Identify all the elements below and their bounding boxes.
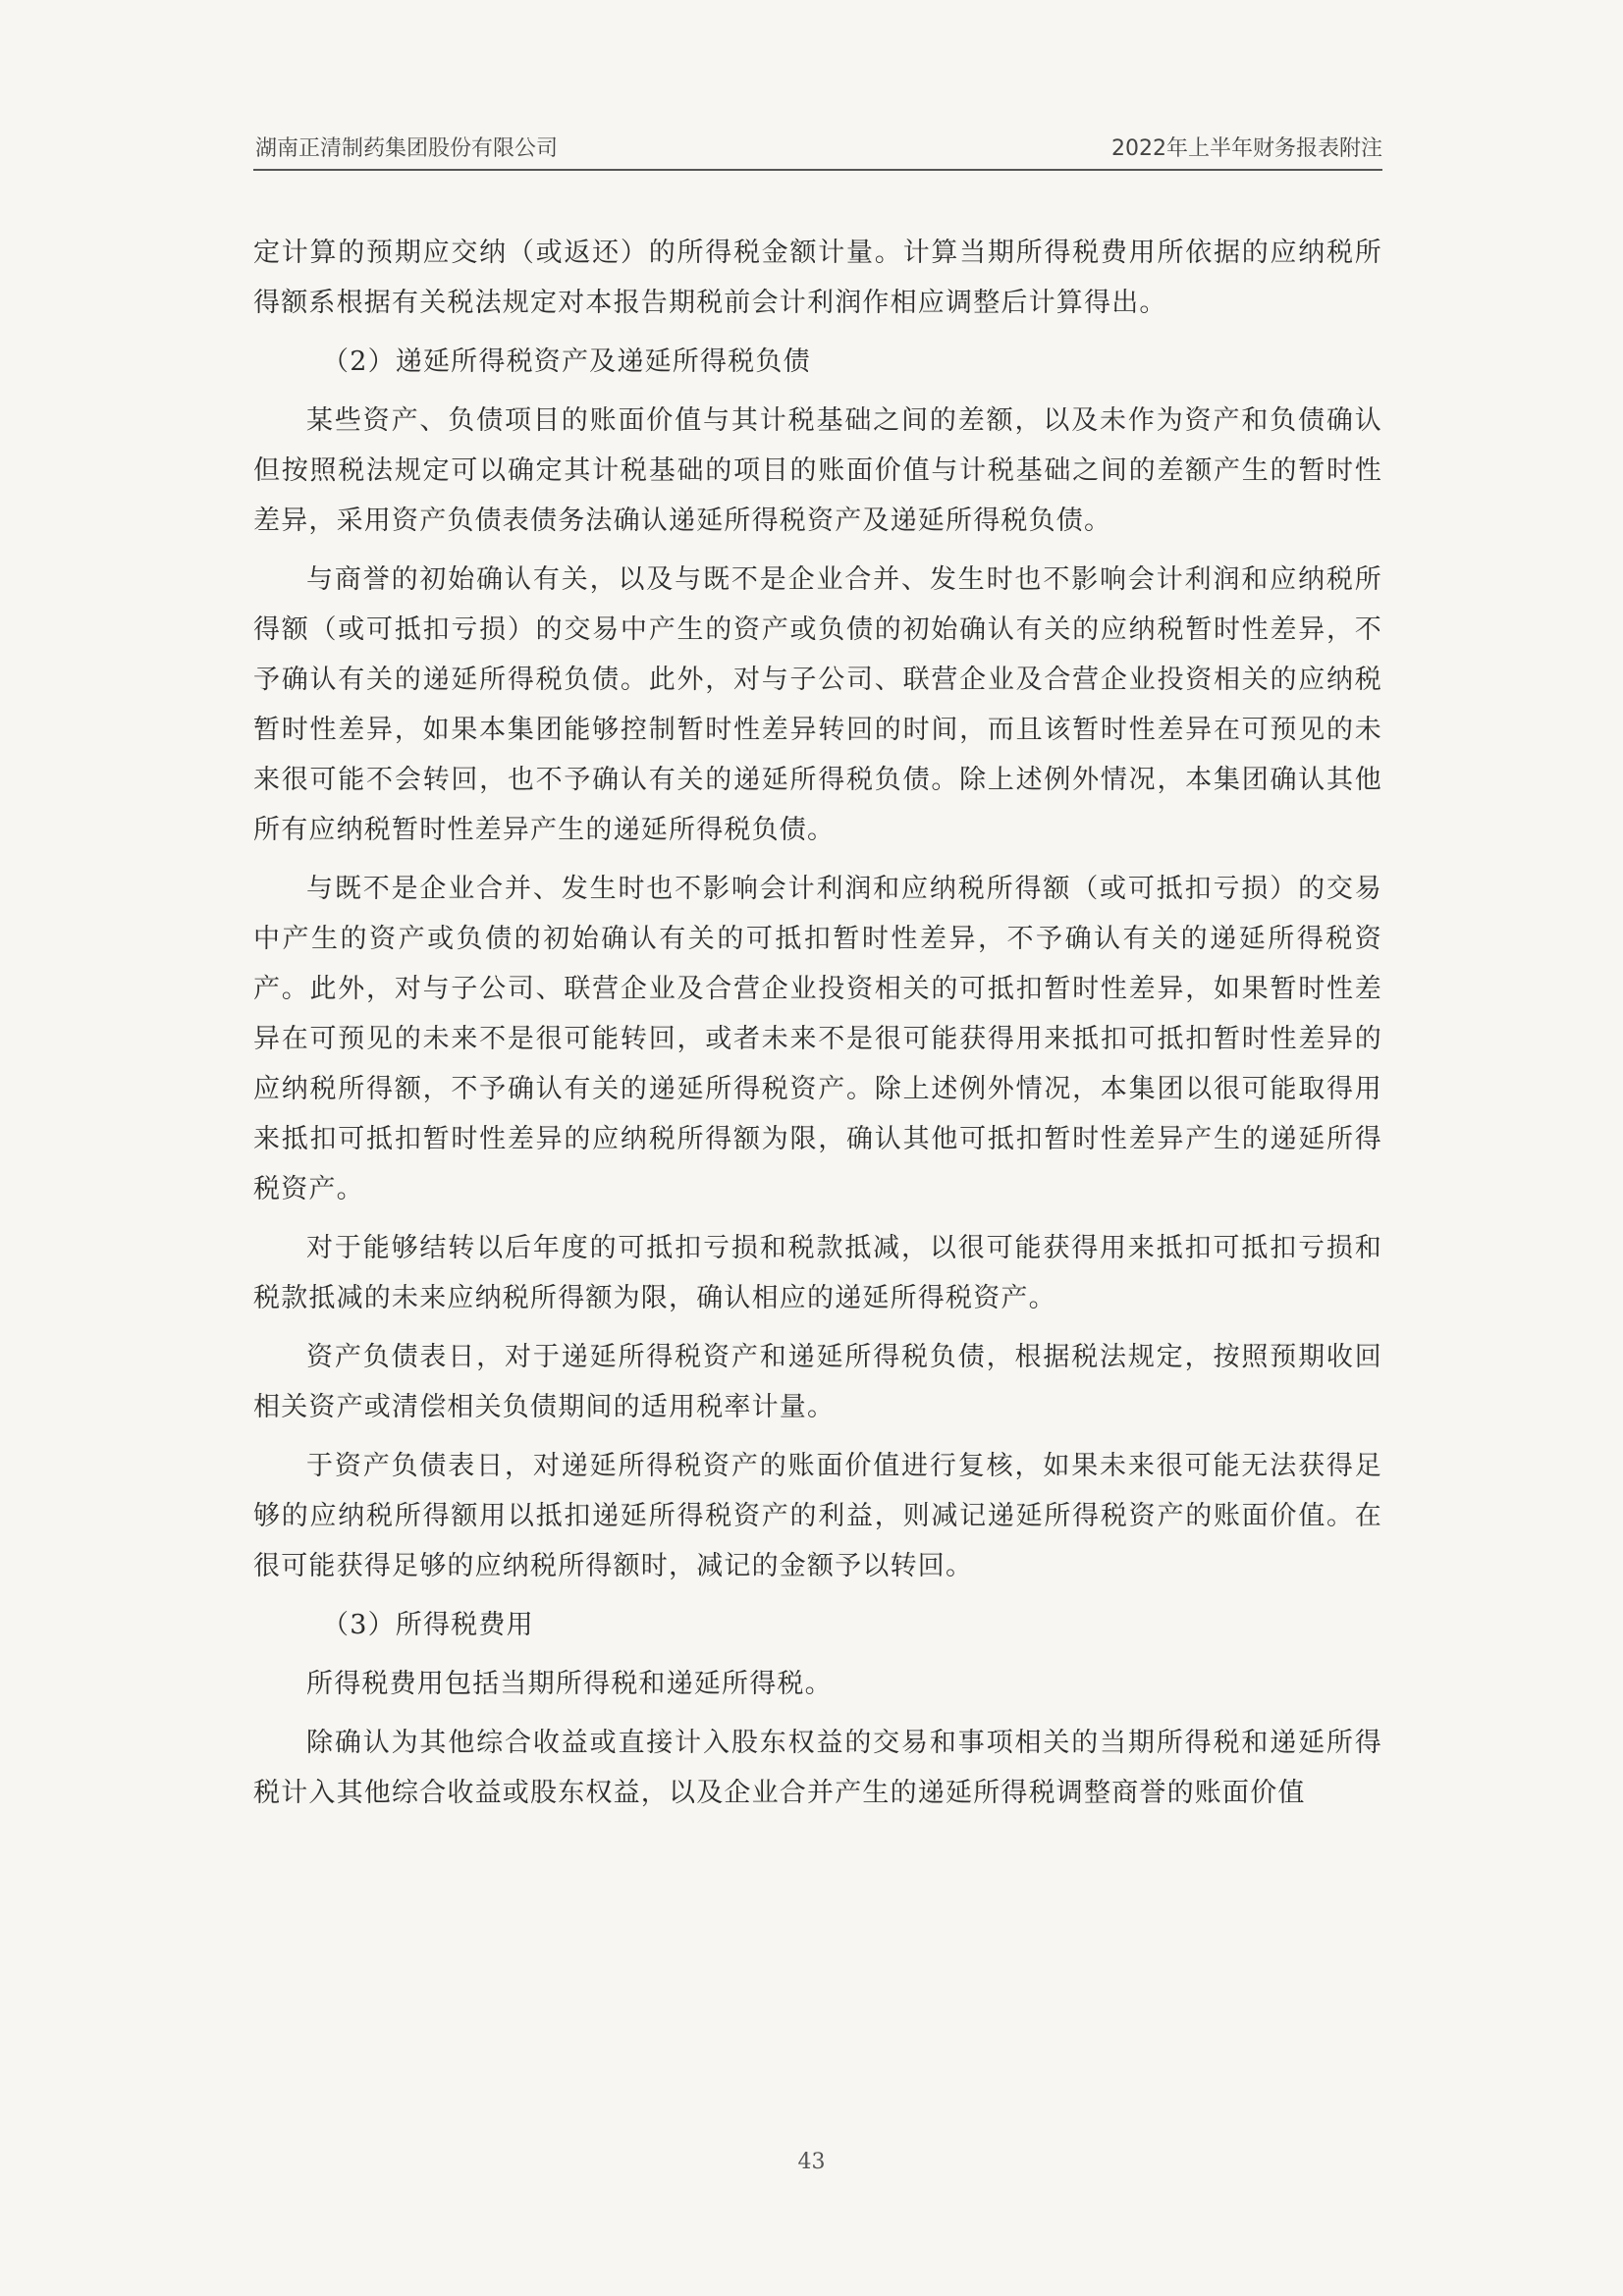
paragraph: 除确认为其他综合收益或直接计入股东权益的交易和事项相关的当期所得税和递延所得税计入其他综合收益或股东权益，以及企业合并产生的递延所得税调整商誉的账面价值 <box>253 1728 1382 1808</box>
page-number: 43 <box>797 2150 826 2174</box>
paragraph: 对于能够结转以后年度的可抵扣亏损和税款抵减，以很可能获得用来抵扣可抵扣亏损和税款抵减的未来应纳税所得额为限，确认相应的递延所得税资产。 <box>253 1233 1382 1313</box>
page-header <box>253 128 1382 171</box>
section-heading: （3）所得税费用 <box>322 1610 534 1640</box>
company-name: 湖南正清制药集团股份有限公司 <box>255 136 559 161</box>
paragraph: 于资产负债表日，对递延所得税资产的账面价值进行复核，如果未来很可能无法获得足够的应纳税所得额用以抵扣递延所得税资产的利益，则减记递延所得税资产的账面价值。在很可能获得足够的应纳税所得额时，减记的金额予以转回。 <box>253 1451 1382 1581</box>
paragraph: 某些资产、负债项目的账面价值与其计税基础之间的差额，以及未作为资产和负债确认但按照税法规定可以确定其计税基础的项目的账面价值与计税基础之间的差额产生的暂时性差异，采用资产负债表债务法确认递延所得税资产及递延所得税负债。 <box>253 405 1382 536</box>
paragraph: 定计算的预期应交纳（或返还）的所得税金额计量。计算当期所得税费用所依据的应纳税所得额系根据有关税法规定对本报告期税前会计利润作相应调整后计算得出。 <box>253 238 1382 318</box>
paragraph: 资产负债表日，对于递延所得税资产和递延所得税负债，根据税法规定，按照预期收回相关资产或清偿相关负债期间的适用税率计量。 <box>253 1342 1382 1422</box>
document-body <box>253 228 1382 1827</box>
report-title: 2022年上半年财务报表附注 <box>1111 136 1382 161</box>
paragraph: 所得税费用包括当期所得税和递延所得税。 <box>306 1669 833 1699</box>
paragraph: 与商誉的初始确认有关，以及与既不是企业合并、发生时也不影响会计利润和应纳税所得额（或可抵扣亏损）的交易中产生的资产或负债的初始确认有关的应纳税暂时性差异，不予确认有关的递延所得税负债。此外，对与子公司、联营企业及合营企业投资相关的应纳税暂时性差异，如果本集团能够控制暂时性差异转回的时间，而且该暂时性差异在可预见的未来很可能不会转回，也不予确认有关的递延所得税负债。除上述例外情况，本集团确认其他所有应纳税暂时性差异产生的递延所得税负债。 <box>253 564 1382 845</box>
section-heading: （2）递延所得税资产及递延所得税负债 <box>322 347 811 377</box>
paragraph: 与既不是企业合并、发生时也不影响会计利润和应纳税所得额（或可抵扣亏损）的交易中产生的资产或负债的初始确认有关的可抵扣暂时性差异，不予确认有关的递延所得税资产。此外，对与子公司、联营企业及合营企业投资相关的可抵扣暂时性差异，如果暂时性差异在可预见的未来不是很可能转回，或者未来不是很可能获得用来抵扣可抵扣暂时性差异的应纳税所得额，不予确认有关的递延所得税资产。除上述例外情况，本集团以很可能取得用来抵扣可抵扣暂时性差异的应纳税所得额为限，确认其他可抵扣暂时性差异产生的递延所得税资产。 <box>253 874 1382 1204</box>
